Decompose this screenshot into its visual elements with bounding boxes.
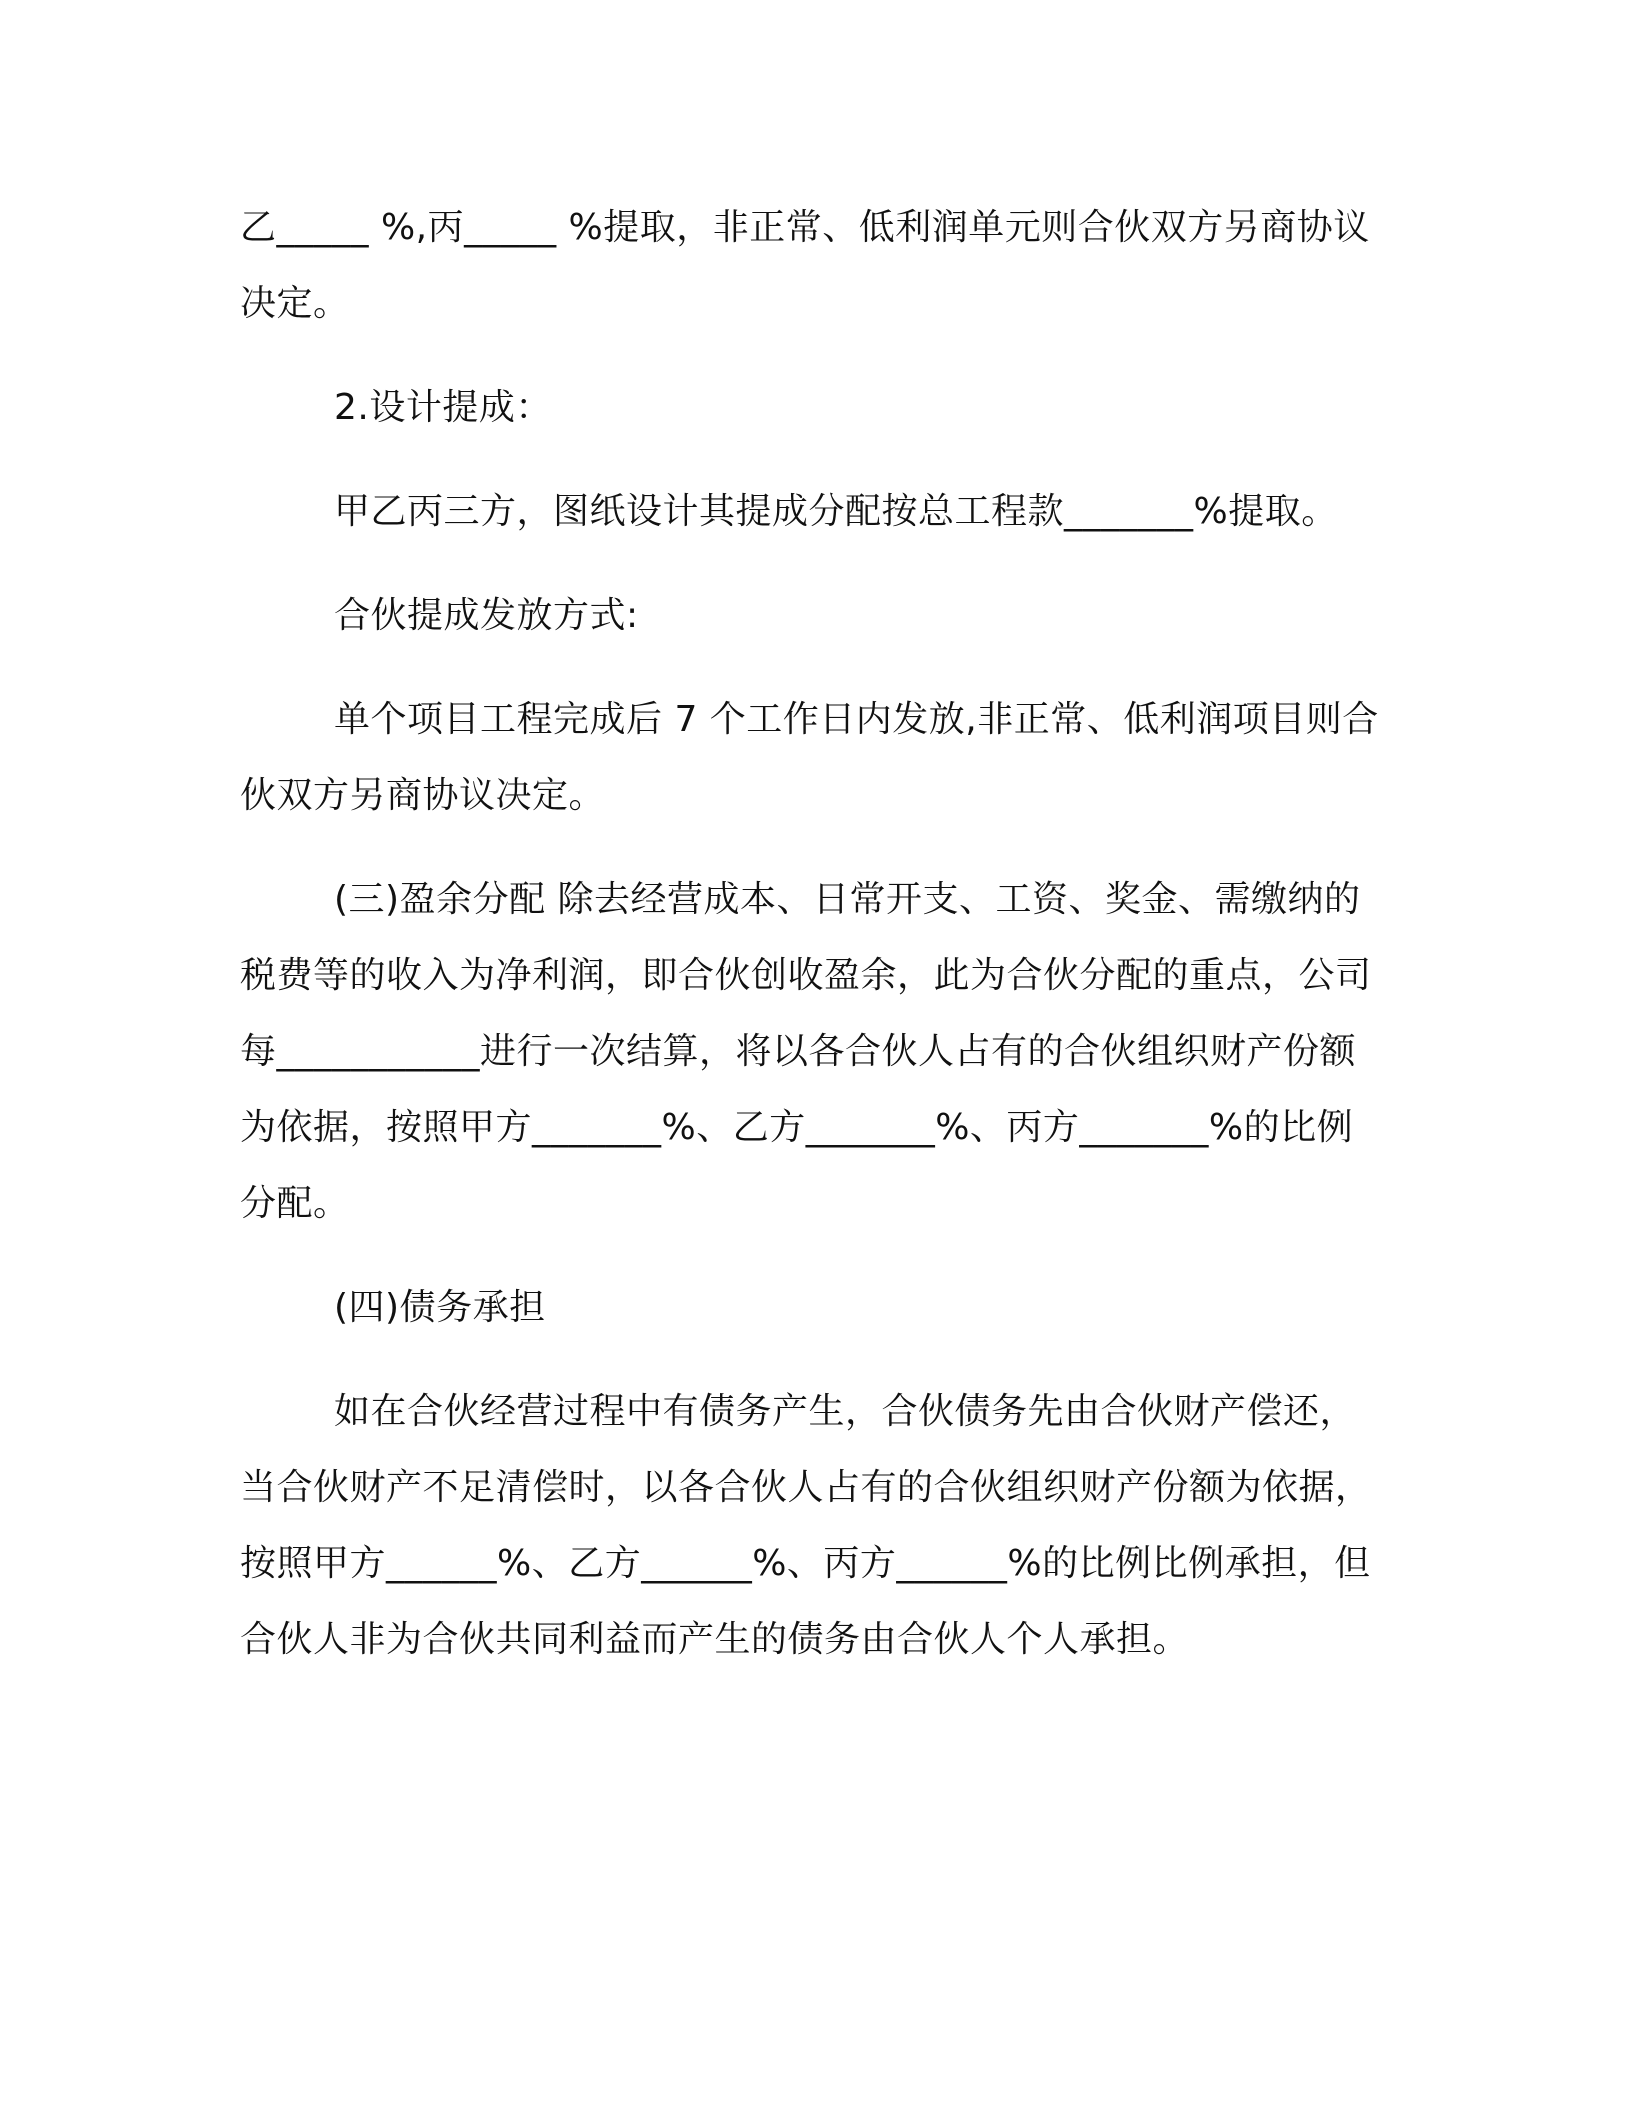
paragraph-profit-split-continued: 乙_____ %,丙_____ %提取，非正常、低利润单元则合伙双方另商协议决定。 xyxy=(240,207,1370,324)
document-body xyxy=(240,190,1380,1678)
paragraph-surplus-distribution: (三)盈余分配 除去经营成本、日常开支、工资、奖金、需缴纳的税费等的收入为净利润，即合伙创收盈余，此为合伙分配的重点，公司每___________进行一次结算，将以各合伙人占有的合伙组织财产份额为依据，按照甲方_______%、乙方_______%、丙方_______%的比例分配。 xyxy=(240,879,1372,1224)
heading-debt-liability: (四)债务承担 xyxy=(334,1287,546,1328)
heading-design-commission: 2.设计提成： xyxy=(334,387,552,428)
paragraph-design-commission: 甲乙丙三方，图纸设计其提成分配按总工程款_______%提取。 xyxy=(334,491,1338,532)
paragraph-commission-payment: 单个项目工程完成后 7 个工作日内发放,非正常、低利润项目则合伙双方另商协议决定。 xyxy=(240,699,1379,816)
paragraph-debt-liability: 如在合伙经营过程中有债务产生，合伙债务先由合伙财产偿还，当合伙财产不足清偿时，以各合伙人占有的合伙组织财产份额为依据，按照甲方______%、乙方______%、丙方______%的比例比例承担，但合伙人非为合伙共同利益而产生的债务由合伙人个人承担。 xyxy=(240,1391,1372,1660)
heading-commission-payment: 合伙提成发放方式: xyxy=(334,595,639,636)
